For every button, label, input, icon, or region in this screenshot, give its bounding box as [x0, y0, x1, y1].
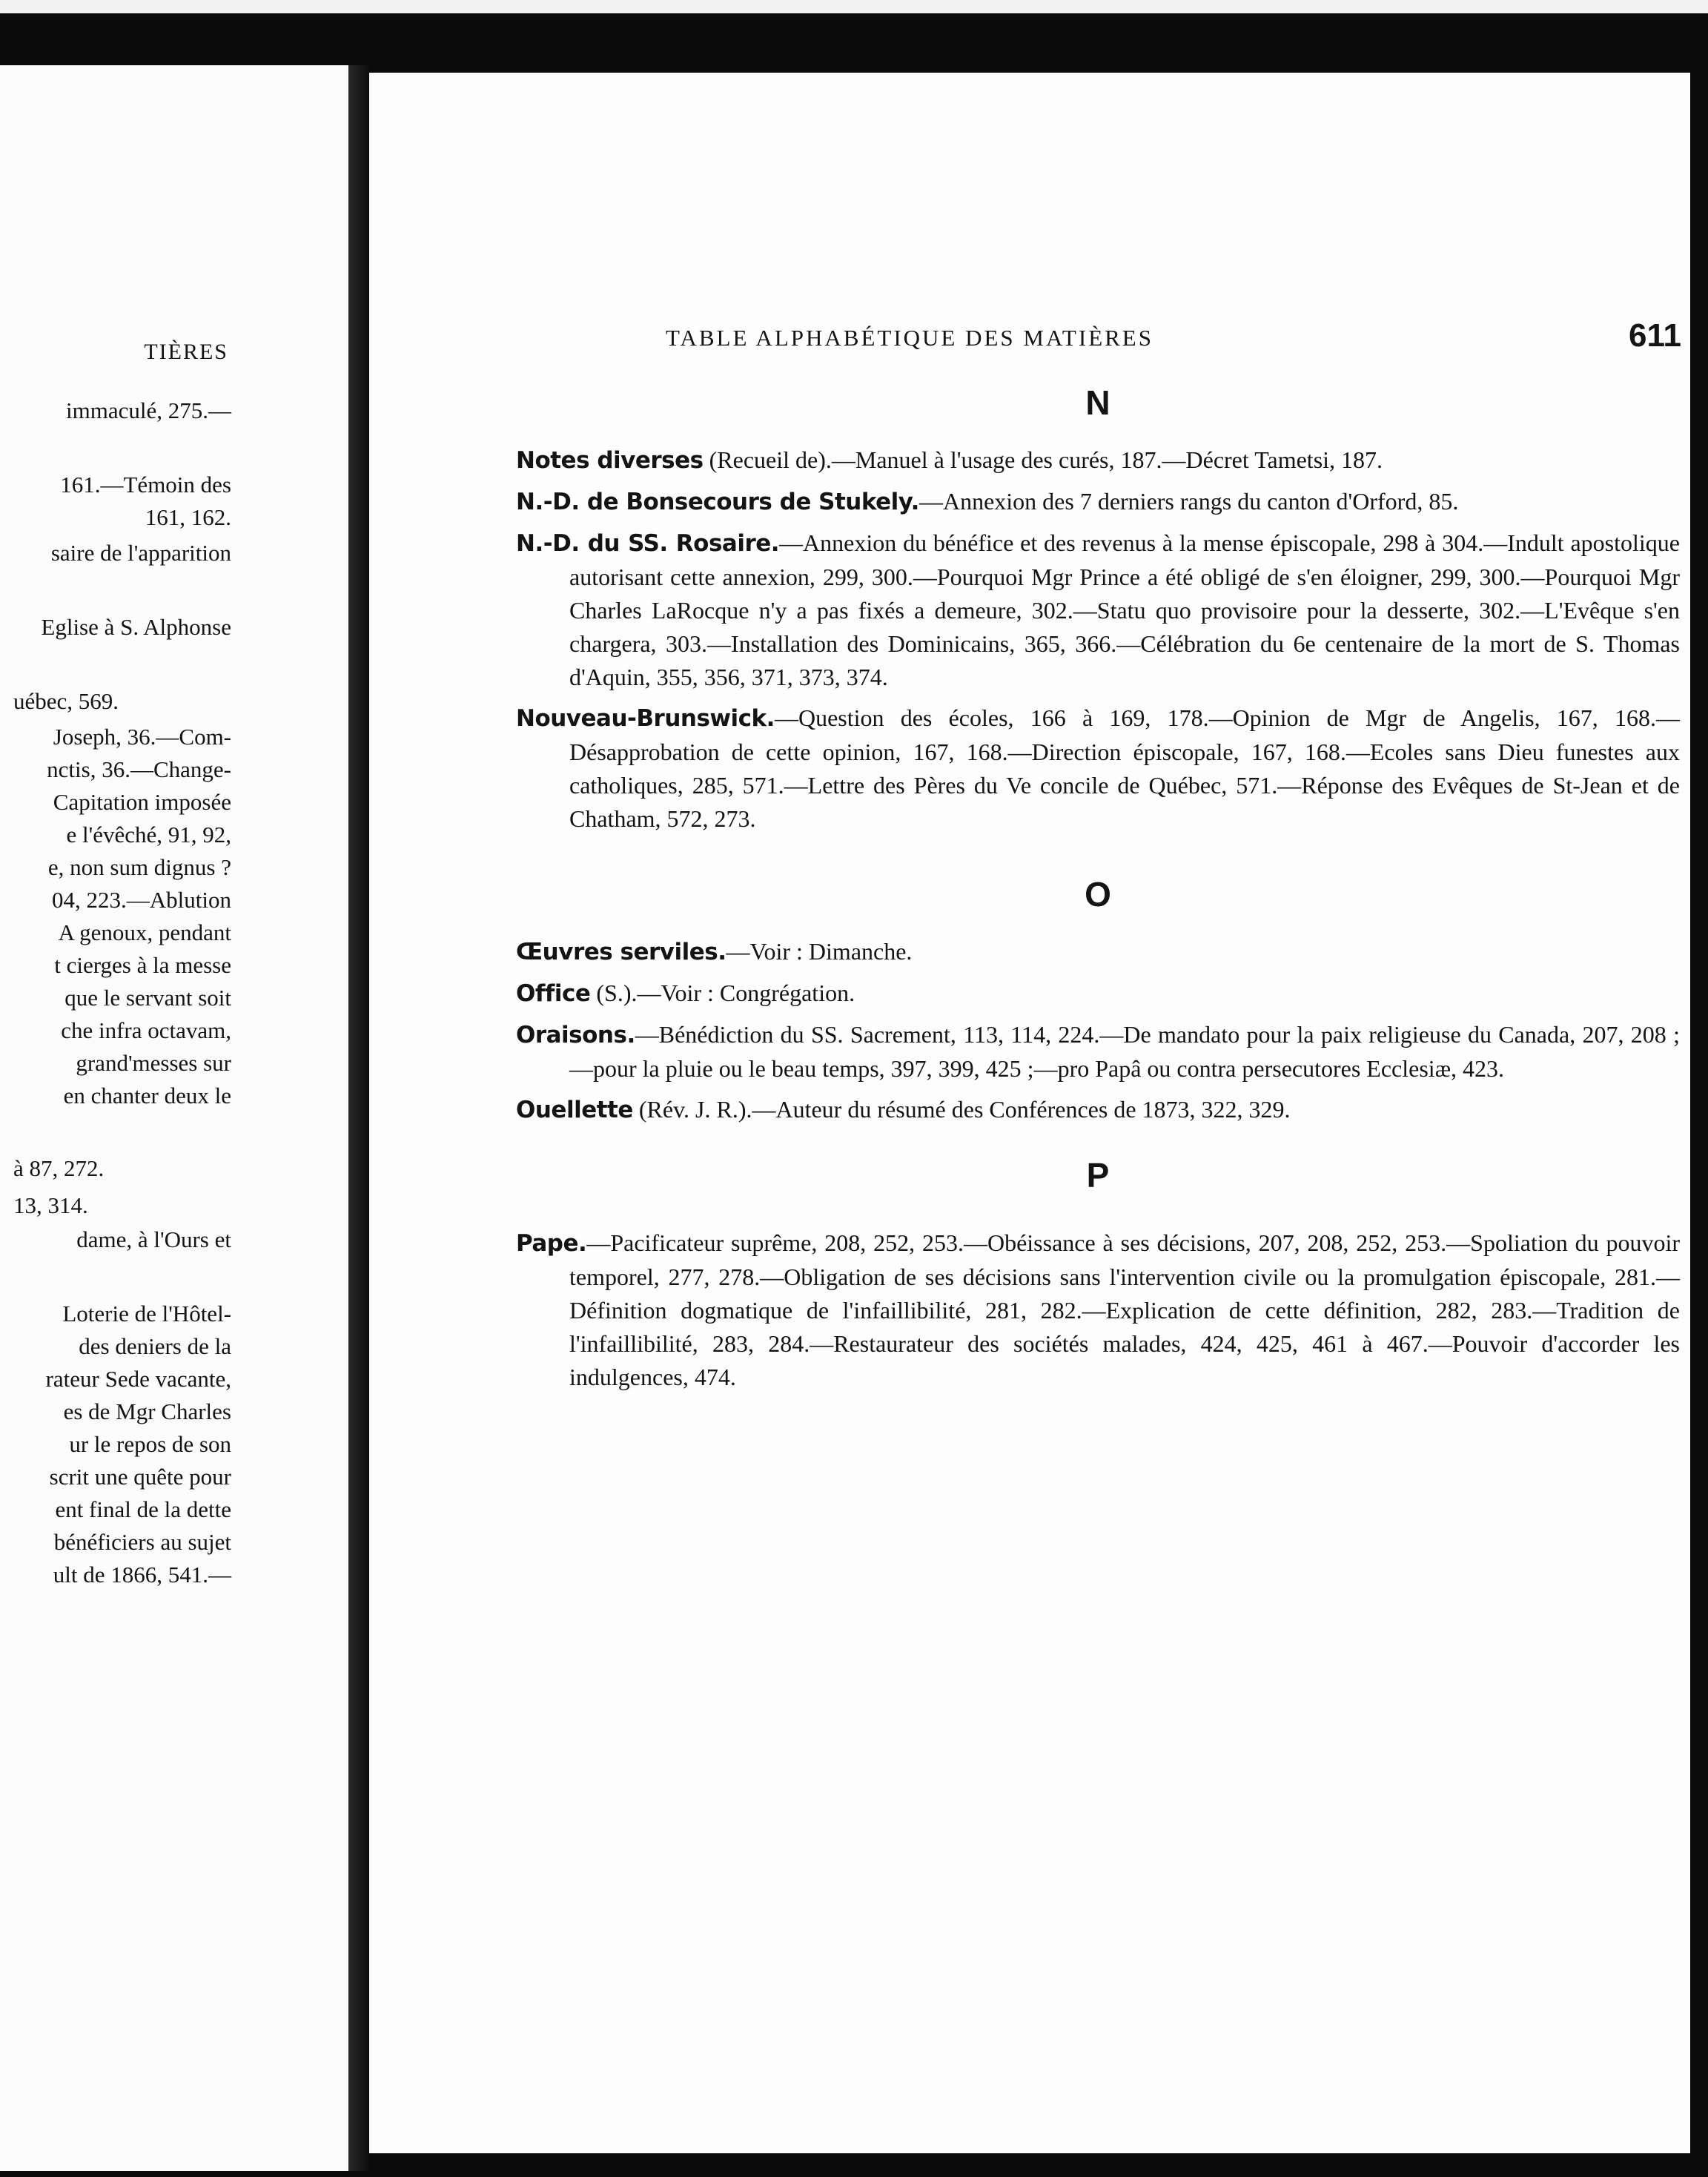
left-page-line: scrit une quête pour — [49, 1464, 231, 1490]
left-page-line: ur le repos de son — [69, 1431, 231, 1457]
index-entry — [516, 1226, 1680, 1394]
index-entry — [516, 935, 1680, 969]
book-gutter — [348, 65, 371, 2171]
entry-text: —Pacificateur suprême, 208, 252, 253.—Obéissance à ses décisions, 207, 208, 252, 253.—Spoliation du pouvoir temporel, 277, 278.—Obligation de ses décisions sans l'intervention civile ou la promulgation épiscopale, 281.—Définition dogmatique de l'infaillibilité, 281, 282.—Explication de cette définition, 282, 283.—Tradition de l'infaillibilité, 283, 284.—Restaurateur des sociétés malades, 424, 425, 461 à 467.—Pouvoir d'accorder les indulgences, 474. — [569, 1229, 1680, 1390]
left-page-line: 161.—Témoin des — [60, 472, 231, 498]
left-page-line: che infra octavam, — [61, 1017, 231, 1043]
entry-text: —Annexion du bénéfice et des revenus à la mense épiscopale, 298 à 304.—Indult apostolique autorisant cette annexion, 299, 300.—Pourquoi Mgr Prince a été obligé de s'en éloigner, 299, 300.—Pourquoi Mgr Charles LaRocque n'y a pas fixés a demeure, 302.—Statu quo provisoire pour la desserte, 302.—L'Evêque s'en chargera, 303.—Installation des Dominicains, 365, 366.—Célébration du 6e centenaire de la mort de S. Thomas d'Aquin, 355, 356, 371, 373, 374. — [569, 529, 1681, 690]
left-page-line: 13, 314. — [13, 1192, 88, 1218]
left-page-line: en chanter deux le — [63, 1083, 231, 1109]
left-page-line: immaculé, 275.— — [66, 397, 231, 423]
left-page-line: rateur Sede vacante, — [45, 1366, 231, 1392]
entry-headword: Oraisons. — [516, 1022, 635, 1048]
index-entry — [516, 526, 1680, 694]
index-entry — [516, 485, 1680, 519]
scan-top-margin — [0, 0, 1708, 13]
index-content — [516, 377, 1680, 1401]
entry-headword: Œuvres serviles. — [516, 939, 726, 965]
entry-headword: Office — [516, 980, 591, 1007]
entry-text: —Annexion des 7 derniers rangs du canton d'Orford, 85. — [918, 488, 1459, 515]
left-page-line: ent final de la dette — [55, 1496, 231, 1522]
left-page-line: A genoux, pendant — [58, 919, 231, 945]
left-page-line: que le servant soit — [64, 985, 231, 1011]
left-page-line: saire de l'apparition — [50, 540, 231, 566]
index-entry — [516, 701, 1680, 836]
running-title: TABLE ALPHABÉTIQUE DES MATIÈRES — [666, 325, 1153, 351]
index-entry — [516, 1093, 1680, 1127]
left-page-line: grand'messes sur — [76, 1050, 231, 1076]
entry-text: (S.).—Voir : Congrégation. — [590, 980, 855, 1006]
entry-headword: Notes diverses — [516, 447, 704, 474]
left-page-line: bénéficiers au sujet — [53, 1529, 231, 1555]
entry-headword: Nouveau-Brunswick. — [516, 705, 775, 732]
left-page-line: e, non sum dignus ? — [47, 854, 231, 880]
entry-text: (Rév. J. R.).—Auteur du résumé des Conférences de 1873, 322, 329. — [632, 1096, 1291, 1123]
left-page-running-title: TIÈRES — [144, 340, 228, 364]
page-number: 611 — [1629, 317, 1681, 354]
entry-text: —Bénédiction du SS. Sacrement, 113, 114, 224.—De mandato pour la paix religieuse du Canada, 207, 208 ;—pour la pluie ou le beau temps, 397, 399, 425 ;—pro Papâ ou contra persecutores Ecclesiæ, 423. — [569, 1021, 1680, 1082]
scan-right-edge — [1690, 73, 1708, 2153]
left-page-line: es de Mgr Charles — [63, 1398, 231, 1424]
left-page-line: uébec, 569. — [13, 688, 119, 714]
left-page-line: nctis, 36.—Change- — [47, 756, 231, 782]
section-letter-p: P — [1086, 1156, 1110, 1195]
left-page-line: des deniers de la — [79, 1333, 231, 1359]
index-entry — [516, 977, 1680, 1011]
running-head — [666, 317, 1681, 362]
index-entry — [516, 443, 1680, 478]
entry-text: —Question des écoles, 166 à 169, 178.—Opinion de Mgr de Angelis, 167, 168.—Désapprobation de cette opinion, 167, 168.—Direction épiscopale, 167, 168.—Ecoles sans Dieu funestes aux catholiques, 285, 571.—Lettre des Pères du Ve concile de Québec, 571.—Réponse des Evêques de St-Jean et de Chatham, 572, 273. — [569, 704, 1680, 832]
left-page-line: e l'évêché, 91, 92, — [66, 822, 231, 848]
section-letter-o: O — [1085, 875, 1111, 914]
index-entry — [516, 1018, 1680, 1086]
entry-headword: N.-D. du SS. Rosaire. — [516, 530, 780, 557]
left-page-line: Joseph, 36.—Com- — [53, 724, 231, 750]
entry-headword: Ouellette — [516, 1097, 633, 1123]
left-page-line: Loterie de l'Hôtel- — [62, 1301, 231, 1327]
entry-text: —Voir : Dimanche. — [726, 938, 913, 965]
left-page-line: 04, 223.—Ablution — [52, 887, 231, 913]
left-page-line: ult de 1866, 541.— — [53, 1562, 231, 1588]
left-page-line: 161, 162. — [145, 504, 231, 530]
index-page — [369, 73, 1704, 2153]
entry-headword: Pape. — [516, 1230, 587, 1257]
left-page-line: dame, à l'Ours et — [76, 1226, 231, 1252]
section-letter-n: N — [1085, 383, 1110, 422]
entry-text: (Recueil de).—Manuel à l'usage des curés, 187.—Décret Tametsi, 187. — [703, 446, 1383, 473]
entry-headword: N.-D. de Bonsecours de Stukely. — [516, 489, 919, 515]
left-page-line: Eglise à S. Alphonse — [41, 614, 231, 640]
left-page-line: t cierges à la messe — [54, 952, 231, 978]
left-facing-page — [0, 65, 348, 2171]
left-page-line: à 87, 272. — [13, 1155, 105, 1181]
left-page-line: Capitation imposée — [53, 789, 231, 815]
